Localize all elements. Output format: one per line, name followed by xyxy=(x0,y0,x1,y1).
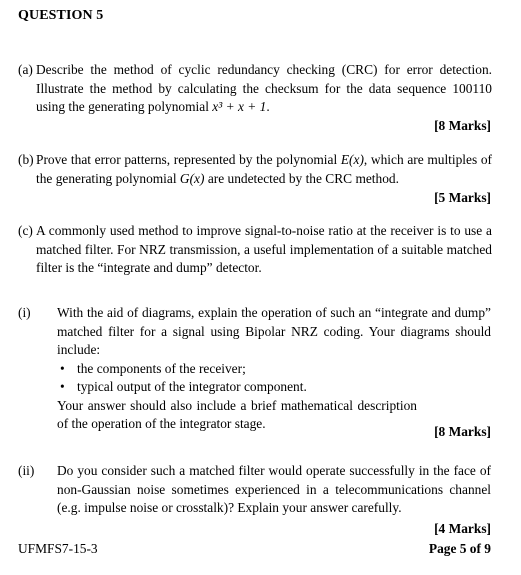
part-b-body-3: are undetected by the CRC method. xyxy=(204,170,399,186)
part-b-text xyxy=(36,151,492,188)
part-b-poly-g: G(x) xyxy=(179,170,205,186)
bullet-icon: • xyxy=(60,360,65,376)
part-b-body-2: , which are multiples of the generating polynomial xyxy=(36,152,493,186)
part-c-ii-label: (ii) xyxy=(18,463,35,478)
part-b-marks: [5 Marks] xyxy=(434,190,491,205)
footer-code: UFMFS7-15-3 xyxy=(18,541,98,556)
part-c-i-label: (i) xyxy=(18,305,31,320)
part-c-ii-text: Do you consider such a matched filter would operate successfully in the face of non-Gaussian noise sometimes experienced in a telecommunications channel (e.g. impulse noise or crosstalk)? Explain your answer carefully. xyxy=(57,463,491,515)
part-c-label: (c) xyxy=(18,223,33,238)
bullet-item xyxy=(57,378,491,397)
part-c-i-block xyxy=(57,304,491,434)
part-a-polynomial: x³ + x + 1 xyxy=(212,99,267,114)
bullet-text: typical output of the integrator component. xyxy=(77,379,307,394)
part-a-text xyxy=(36,61,492,117)
part-b-body-1: Prove that error patterns, represented by the polynomial xyxy=(36,152,341,167)
bullet-icon: • xyxy=(60,379,65,394)
part-c-i-text-after: Your answer should also include a brief mathematical description of the operation of the integrator stage. xyxy=(57,397,417,431)
bullet-text: the components of the receiver; xyxy=(77,360,246,376)
part-a-body: Describe the method of cyclic redundancy checking (CRC) for error detection. Illustrate the method by calculating the checksum for the data sequence 100110 using the generating polynomial xyxy=(36,62,492,114)
part-c-i-bullets xyxy=(57,360,491,397)
part-c-i-text: With the aid of diagrams, explain the operation of such an “integrate and dump” matched filter for a signal using Bipolar NRZ coding. Your diagrams should include: xyxy=(57,305,491,357)
footer-page-number: Page 5 of 9 xyxy=(428,541,491,556)
question-title: QUESTION 5 xyxy=(18,8,104,23)
part-b-poly-e: E(x) xyxy=(340,152,364,167)
part-c-text: A commonly used method to improve signal-to-noise ratio at the receiver is to use a matched filter. For NRZ transmission, a useful implementation of a suitable matched filter is the “integrate and dump” detector. xyxy=(36,223,492,275)
part-a-marks: [8 Marks] xyxy=(434,118,491,133)
part-a-label: (a) xyxy=(18,62,33,77)
part-a-body-end: . xyxy=(266,99,270,114)
bullet-item xyxy=(57,360,491,379)
part-c-i-marks: [8 Marks] xyxy=(434,424,491,439)
part-b-label: (b) xyxy=(18,152,34,167)
part-c-ii-marks: [4 Marks] xyxy=(434,521,491,536)
